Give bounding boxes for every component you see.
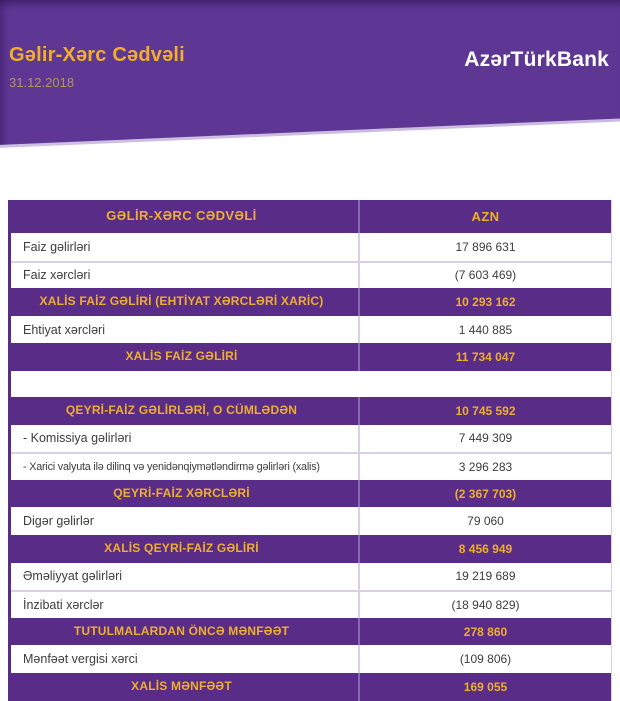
table-row [11,535,611,563]
row-label: - Xarici valyuta ilə dilinq və yenidənqiymətləndirmə gəlirləri (xalis) [23,460,320,473]
row-label: XALİS MƏNFƏƏT [131,678,232,693]
row-value: (2 367 703) [358,480,611,508]
row-label: XALİS FAİZ GƏLİRİ (EHTİYAT XƏRCLƏRİ XARİC) [39,294,324,309]
row-label: QEYRİ-FAİZ XƏRCLƏRİ [113,485,250,500]
row-value: (18 940 829) [358,592,611,618]
row-label: TUTULMALARDAN ÖNCƏ MƏNFƏƏT [73,623,290,638]
table-row [11,452,611,480]
spacer-row [11,371,611,397]
banner-content [9,44,185,90]
table-row [11,563,611,591]
header-banner [0,0,620,150]
row-label: XALİS FAİZ GƏLİRİ [125,349,238,364]
column-header-name: GƏLİR-XƏRC CƏDVƏLİ [106,208,257,224]
table-row [11,343,611,371]
table-row [11,397,611,425]
row-value: 11 734 047 [358,343,611,371]
row-value: 7 449 309 [358,425,611,453]
row-label: Ehtiyat xərcləri [23,322,105,337]
table-row [11,316,611,344]
table-row [11,261,611,289]
row-label [11,371,358,397]
table-row [11,590,611,618]
table-row [11,480,611,508]
row-label: İnzibati xərclər [23,597,104,612]
table-row [11,673,611,701]
row-value: 10 293 162 [358,288,611,316]
table-row [11,507,611,535]
row-label: Faiz gəlirləri [23,239,91,254]
row-value: 1 440 885 [358,316,611,344]
row-value: (7 603 469) [358,263,611,289]
row-label: Faiz xərcləri [23,268,91,283]
row-value: 3 296 283 [358,454,611,480]
row-value: 278 860 [358,618,611,646]
row-label: Mənfəət vergisi xərci [23,652,138,667]
row-value: 10 745 592 [358,397,611,425]
table-header-row [11,200,611,233]
row-label: - Komissiya gəlirləri [23,431,132,446]
table-row [11,288,611,316]
table-row [11,618,611,646]
table-row [11,425,611,453]
table-body [11,233,611,701]
report-date: 31.12.2018 [9,75,75,90]
table-row [11,233,611,261]
row-value: 8 456 949 [358,535,611,563]
page-title: Gəlir-Xərc Cədvəli [9,44,185,66]
row-label: XALİS QEYRİ-FAİZ GƏLİRİ [104,541,259,556]
bank-logo: AzərTürkBank [464,48,609,71]
row-value: 169 055 [358,673,611,701]
row-value: 19 219 689 [358,563,611,591]
row-value: 17 896 631 [358,233,611,261]
row-label: Əməliyyat gəlirləri [23,569,123,584]
row-label: QEYRİ-FAİZ GƏLİRLƏRİ, O CÜMLƏDƏN [65,403,298,418]
row-value: 79 060 [358,507,611,535]
table-row [11,645,611,673]
row-value [358,371,611,397]
income-expense-table [8,200,612,701]
row-value: (109 806) [358,645,611,673]
row-label: Digər gəlirlər [23,514,94,529]
column-header-currency: AZN [358,200,611,233]
